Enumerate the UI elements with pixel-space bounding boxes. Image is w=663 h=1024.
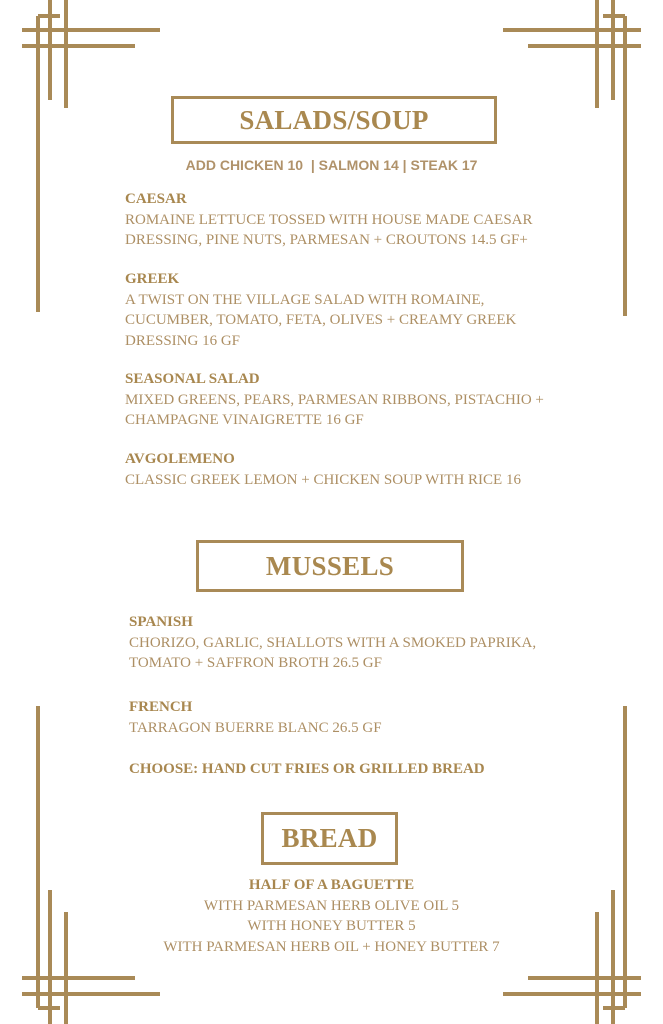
item-description: CHORIZO, GARLIC, SHALLOTS WITH A SMOKED PAPRIKA, TOMATO + SAFFRON BROTH 26.5 GF [129,634,537,671]
item-name: SEASONAL SALAD [125,371,260,387]
mussels-side-choice: CHOOSE: HAND CUT FRIES OR GRILLED BREAD [129,761,485,777]
menu-item-greek [125,269,516,351]
menu-item-seasonal-salad [125,369,544,431]
section-title-mussels: MUSSELS [196,540,464,592]
menu-item-avgolemeno [125,449,521,490]
section-title-salads: SALADS/SOUP [171,96,497,144]
item-description: A TWIST ON THE VILLAGE SALAD WITH ROMAINE, CUCUMBER, TOMATO, FETA, OLIVES + CREAMY GREEK DRESSING 16 GF [125,291,517,349]
item-name: AVGOLEMENO [125,451,235,467]
item-description: ROMAINE LETTUCE TOSSED WITH HOUSE MADE CAESAR DRESSING, PINE NUTS, PARMESAN + CROUTONS 14.5 GF+ [125,211,533,248]
bread-option: WITH PARMESAN HERB OLIVE OIL 5 [203,897,460,914]
item-name: FRENCH [129,699,193,715]
bread-item-name: HALF OF A BAGUETTE [248,877,415,893]
section-title-bread: BREAD [261,812,398,865]
menu-item-spanish [129,612,536,674]
menu-item-caesar [125,189,533,251]
bread-option: WITH HONEY BUTTER 5 [247,918,416,934]
bread-block [0,875,663,957]
bread-option: WITH PARMESAN HERB OIL + HONEY BUTTER 7 [163,938,500,955]
item-description: TARRAGON BUERRE BLANC 26.5 GF [129,719,382,736]
salad-addons: ADD CHICKEN 10 | SALMON 14 | STEAK 17 [185,157,478,173]
menu-item-french [129,697,382,738]
item-name: SPANISH [129,614,193,630]
item-name: CAESAR [125,191,187,207]
item-description: MIXED GREENS, PEARS, PARMESAN RIBBONS, PISTACHIO + CHAMPAGNE VINAIGRETTE 16 GF [125,391,544,428]
item-name: GREEK [125,271,180,287]
item-description: CLASSIC GREEK LEMON + CHICKEN SOUP WITH RICE 16 [125,471,521,488]
